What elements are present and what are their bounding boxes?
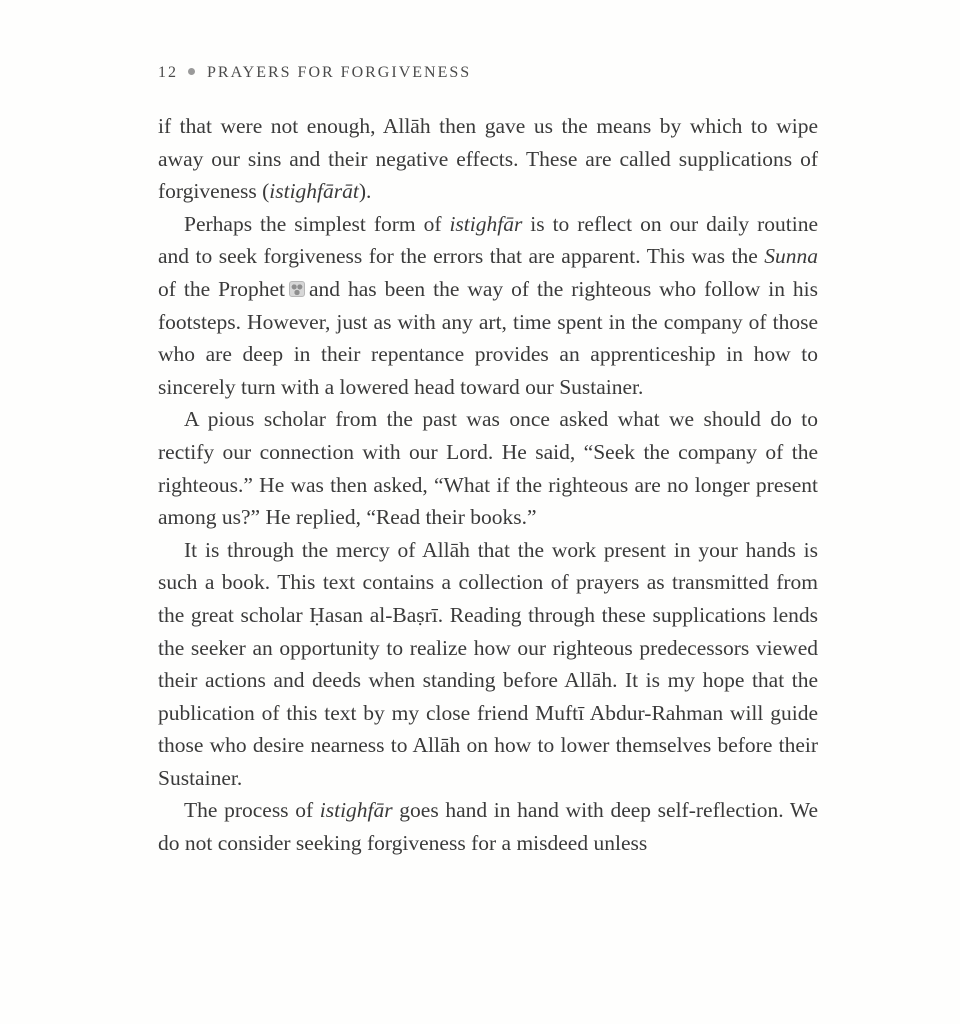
paragraph-1-text-before: if that were not enough, Allāh then gave us the means by which to wipe away our sins and their negative effects. These are called supplications of forgiveness ( bbox=[158, 114, 818, 204]
paragraph-5-text-before: The process of bbox=[184, 798, 320, 823]
running-header bbox=[158, 64, 471, 82]
running-title: PRAYERS FOR FORGIVENESS bbox=[207, 64, 472, 81]
salutation-icon bbox=[289, 281, 305, 297]
paragraph-4: It is through the mercy of Allāh that the work present in your hands is such a book. This text contains a collection of prayers as transmitted from the great scholar Ḥasan al-Baṣrī. Reading through these supplications lends the seeker an opportunity to realize how our righteous predecessors viewed their actions and deeds when standing before Allāh. It is my hope that the publication of this text by my close friend Muftī Abdur-Rahman will guide those who desire nearness to Allāh on how to lower themselves before their Sustainer. bbox=[158, 537, 818, 790]
paragraph-1 bbox=[158, 110, 818, 208]
paragraph-2-italic-term-2: Sunna bbox=[764, 244, 818, 269]
paragraph-2-text-before: Perhaps the simplest form of bbox=[184, 211, 450, 236]
paragraph-2-italic-term: istighfār bbox=[449, 211, 523, 236]
paragraph-2-text-after-sunna: of the Prophet bbox=[158, 276, 285, 301]
paragraph-2-text-after-icon: and has been the way of the righteous who follow in his footsteps. However, just as with any art, time spent in the company of those who are deep in their repentance provides an apprenticeship in how to sincerely turn with a lowered head toward our Sustainer. bbox=[158, 276, 818, 399]
paragraph-3: A pious scholar from the past was once asked what we should do to rectify our connection with our Lord. He said, “Seek the company of the righteous.” He was then asked, “What if the righteous are no longer present among us?” He replied, “Read their books.” bbox=[158, 407, 818, 530]
paragraph-1-italic-term: istighfārāt bbox=[269, 179, 359, 204]
paragraph-5 bbox=[158, 794, 818, 859]
paragraph-5-text-after: goes hand in hand with deep self-reflection. We do not consider seeking forgiveness for a misdeed unless bbox=[158, 798, 818, 856]
paragraph-5-italic-term: istighfār bbox=[319, 798, 393, 823]
paragraph-1-text-after: ). bbox=[358, 179, 372, 204]
paragraph-2-text-middle: is to reflect on our daily routine and to seek forgiveness for the errors that are apparent. This was the bbox=[158, 211, 818, 269]
paragraph-2 bbox=[158, 208, 818, 404]
bullet-separator-icon bbox=[188, 68, 195, 75]
body-text bbox=[158, 110, 818, 860]
page-number: 12 bbox=[158, 64, 178, 81]
